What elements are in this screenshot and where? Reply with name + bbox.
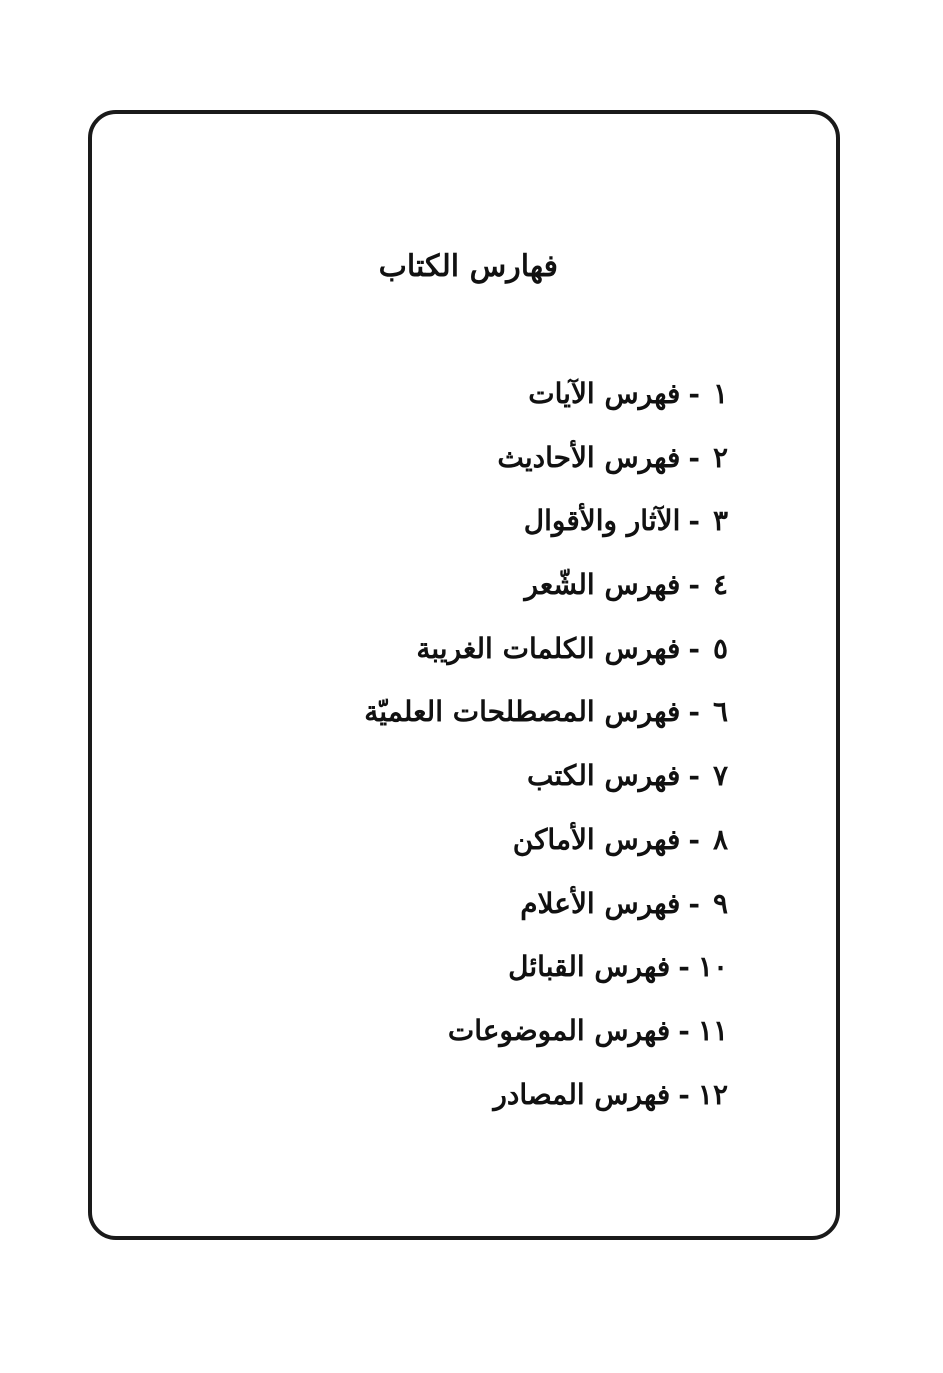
index-item — [330, 935, 728, 999]
index-number: ٢ — [712, 440, 728, 474]
index-number: ٧ — [712, 759, 728, 793]
index-separator: - — [688, 440, 700, 474]
index-number: ٥ — [712, 631, 728, 665]
index-separator: - — [678, 1077, 690, 1111]
index-number: ١ — [712, 377, 728, 410]
index-label: فهرس الشّعر — [524, 568, 681, 602]
index-separator: - — [688, 759, 700, 793]
index-separator: - — [688, 695, 700, 729]
index-label: فهرس المصطلحات العلميّة — [364, 695, 681, 729]
index-number: ٨ — [712, 822, 728, 856]
index-separator: - — [688, 504, 700, 538]
index-label: فهرس الأعلام — [520, 886, 681, 920]
index-label: فهرس الكتب — [526, 759, 681, 793]
index-separator: - — [688, 631, 700, 665]
index-item — [330, 553, 728, 617]
index-item — [330, 872, 728, 936]
index-item — [330, 744, 728, 808]
index-label: فهرس الأماكن — [512, 822, 681, 856]
index-item — [330, 489, 728, 553]
index-number: ١٢ — [697, 1077, 728, 1111]
index-number: ٣ — [712, 504, 728, 538]
index-separator: - — [678, 1013, 690, 1047]
index-label: فهرس الأحاديث — [497, 440, 681, 474]
index-label: فهرس الآيات — [528, 377, 681, 410]
index-label: فهرس الكلمات الغريبة — [416, 631, 681, 665]
index-item — [330, 680, 728, 744]
index-item — [330, 617, 728, 681]
index-label: فهرس الموضوعات — [447, 1013, 671, 1047]
index-label: الآثار والأقوال — [523, 504, 681, 538]
index-number: ٩ — [712, 886, 728, 920]
index-separator: - — [688, 886, 700, 920]
index-number: ٦ — [712, 695, 728, 729]
index-item — [330, 999, 728, 1063]
index-item — [330, 1063, 728, 1127]
index-label: فهرس القبائل — [508, 950, 671, 984]
index-separator: - — [688, 377, 700, 410]
page-title: فهارس الكتاب — [378, 249, 558, 284]
index-item — [330, 426, 728, 490]
index-separator: - — [688, 822, 700, 856]
index-item — [330, 362, 728, 426]
index-item — [330, 808, 728, 872]
index-number: ١٠ — [697, 950, 728, 984]
index-number: ١١ — [697, 1013, 728, 1047]
index-separator: - — [688, 568, 700, 602]
index-number: ٤ — [712, 568, 728, 602]
index-list — [330, 362, 728, 1126]
index-label: فهرس المصادر — [493, 1077, 671, 1111]
index-separator: - — [678, 950, 690, 984]
